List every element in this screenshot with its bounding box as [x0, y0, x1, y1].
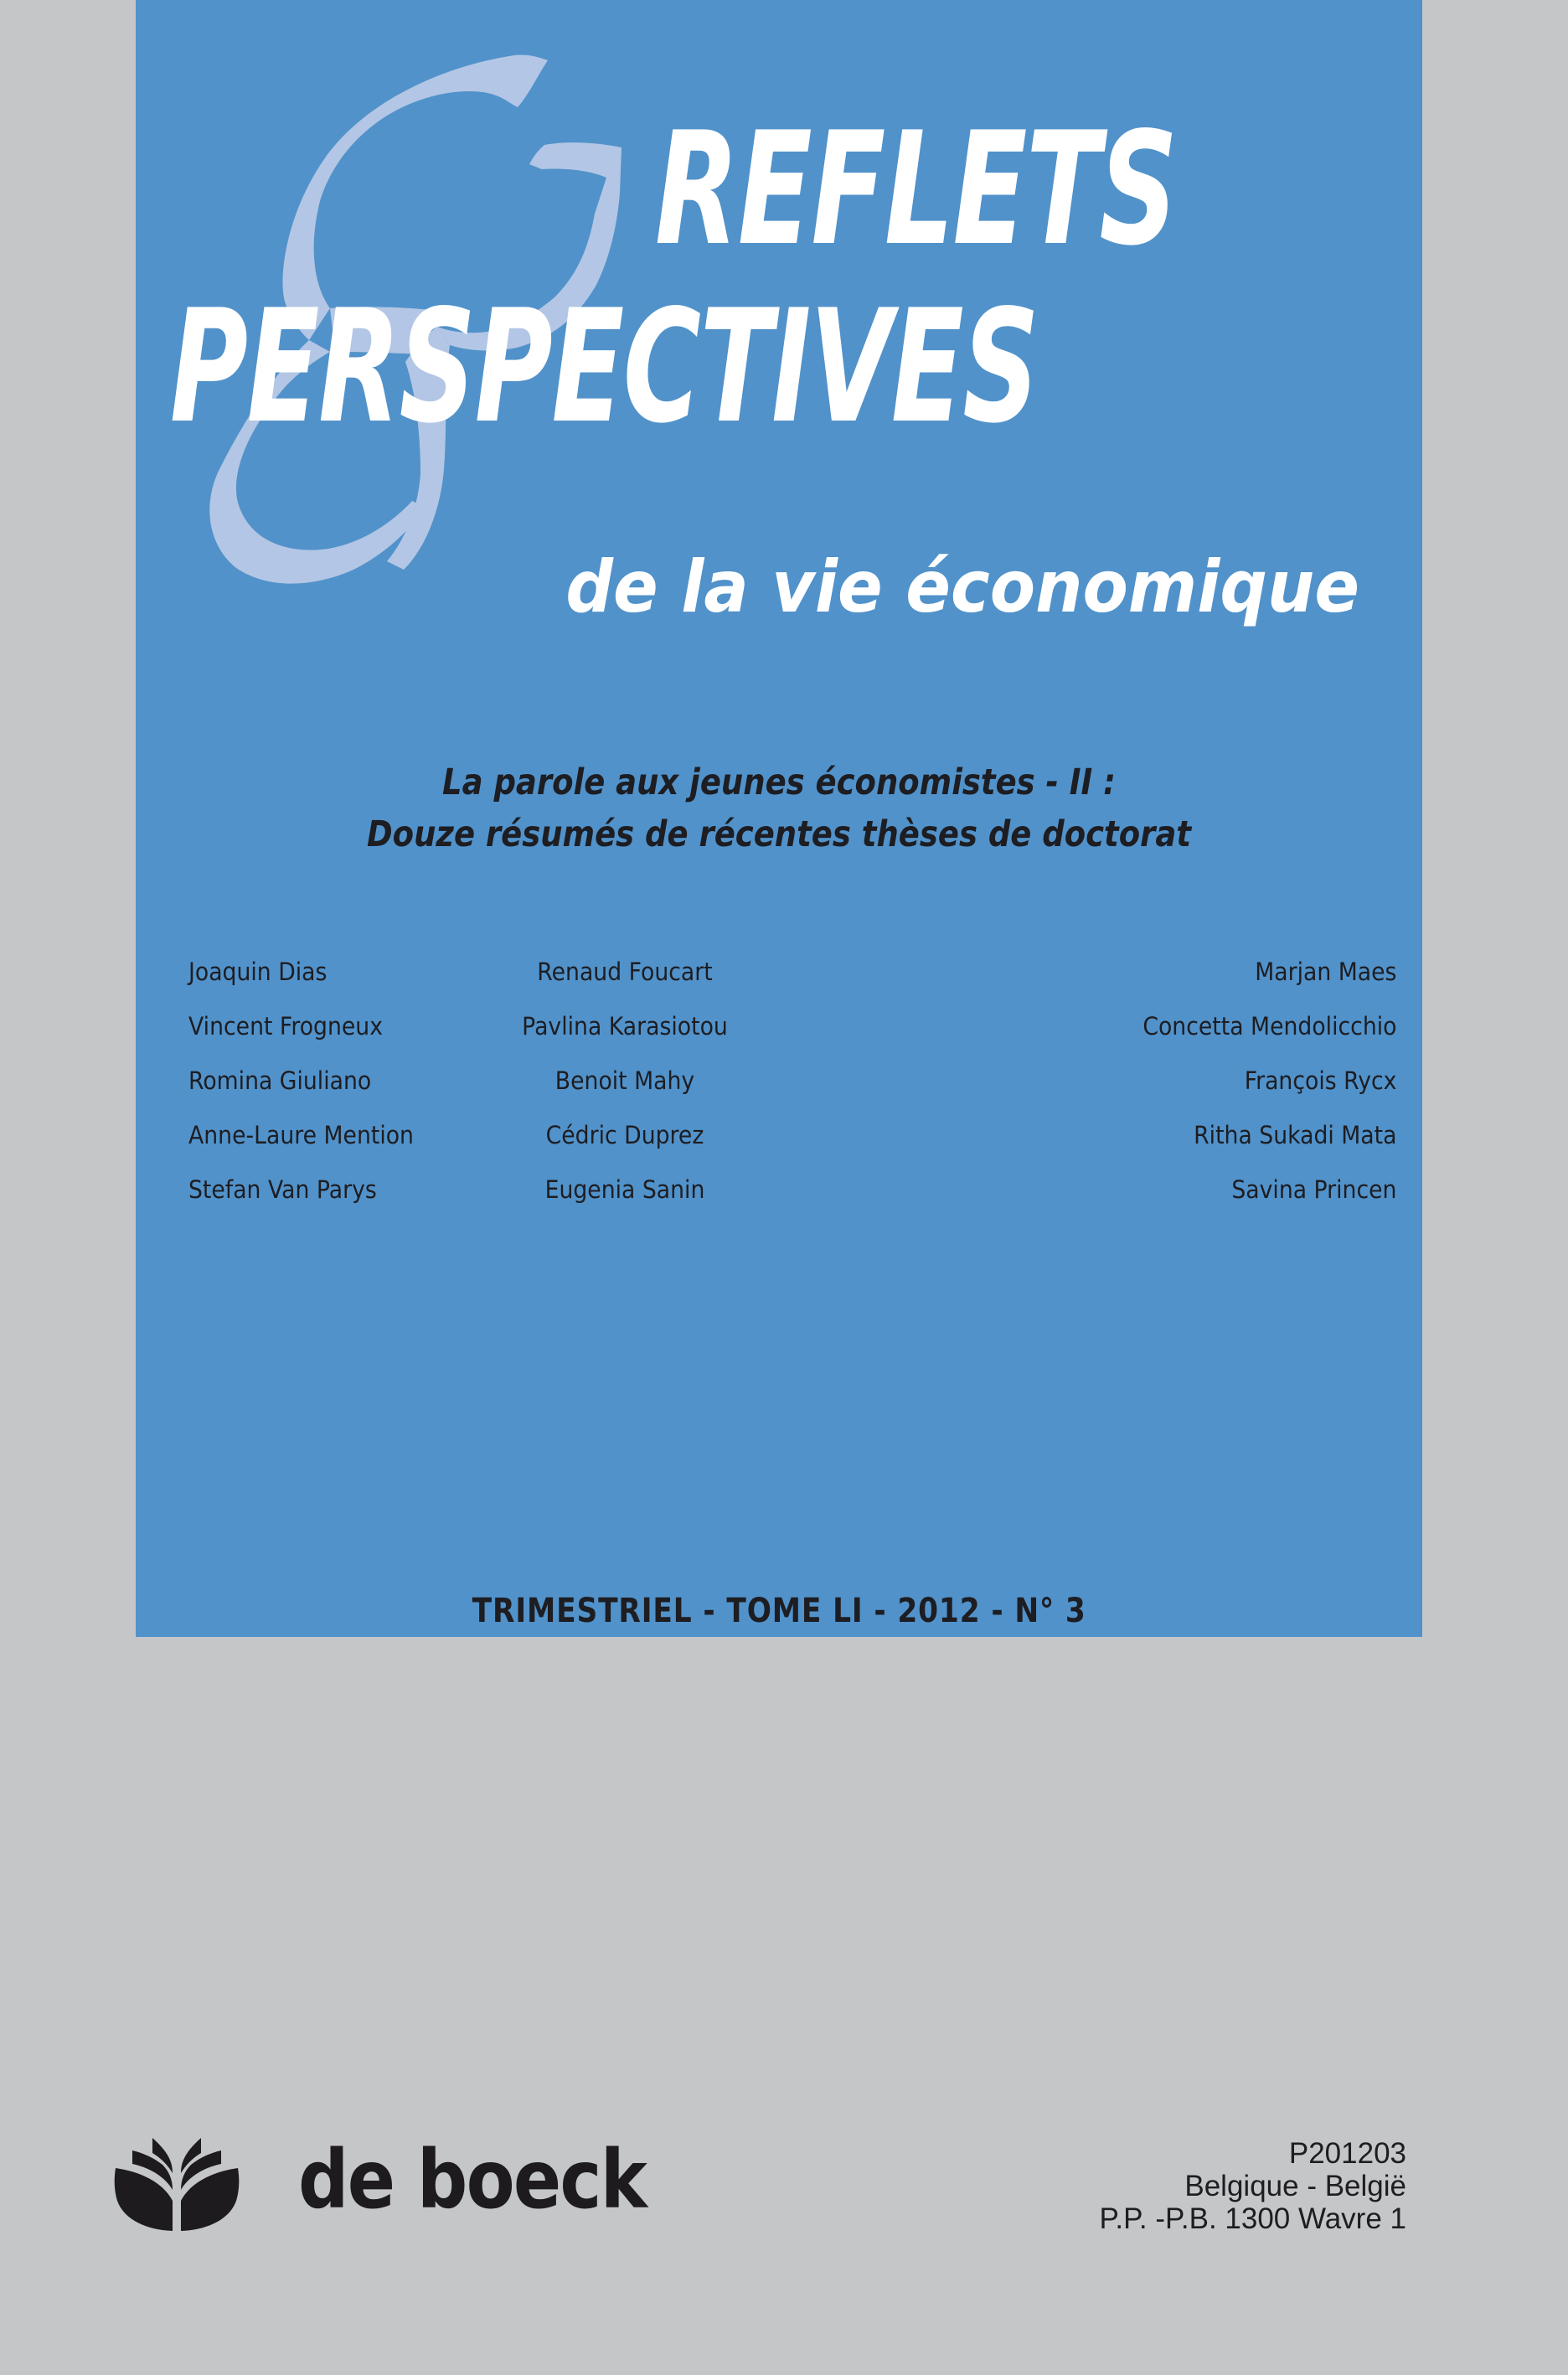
author-list: [136, 955, 1422, 1240]
lotus-leaves-icon: [114, 2138, 240, 2232]
author-name: Pavlina Karasiotou: [522, 1012, 728, 1040]
author-column-right: [1121, 955, 1396, 1227]
journal-title-line2: PERSPECTIVES: [170, 276, 1039, 457]
author-name: Joaquin Dias: [188, 958, 328, 986]
author-name: Benoit Mahy: [554, 1066, 695, 1095]
journal-subtitle: de la vie économique: [565, 545, 1359, 629]
author-name: Anne-Laure Mention: [188, 1121, 414, 1149]
postal-code: P201203: [1288, 2137, 1406, 2170]
postal-country: Belgique - België: [1184, 2170, 1406, 2202]
author-name: François Rycx: [1244, 1066, 1396, 1095]
issue-theme: [136, 756, 1422, 860]
publisher-logo: [114, 2135, 694, 2235]
postal-office: P.P. -P.B. 1300 Wavre 1: [1099, 2202, 1406, 2235]
author-name: Savina Princen: [1230, 1175, 1396, 1204]
cover-panel: [136, 0, 1422, 1637]
author-name: Romina Giuliano: [188, 1066, 372, 1095]
author-name: Ritha Sukadi Mata: [1193, 1121, 1396, 1149]
author-name: Eugenia Sanin: [544, 1175, 705, 1204]
issue-info-text: TRIMESTRIEL - TOME LI - 2012 - N° 3: [472, 1592, 1086, 1630]
author-column-center: [457, 955, 792, 1227]
author-column-left: [188, 955, 433, 1227]
author-name: Concetta Mendolicchio: [1142, 1012, 1396, 1040]
postal-info: [1100, 2137, 1406, 2235]
issue-info: [136, 1591, 1422, 1631]
issue-theme-line1: La parole aux jeunes économistes - II :: [442, 762, 1116, 803]
author-name: Renaud Foucart: [537, 958, 713, 986]
author-name: Cédric Duprez: [545, 1121, 704, 1149]
author-name: Vincent Frogneux: [188, 1012, 383, 1040]
publisher-name: de boeck: [298, 2133, 647, 2227]
author-name: Stefan Van Parys: [188, 1175, 377, 1204]
author-name: Marjan Maes: [1254, 958, 1396, 986]
journal-title-line1: REFLETS: [655, 98, 1177, 280]
issue-theme-line2: Douze résumés de récentes thèses de doctorat: [366, 813, 1192, 855]
